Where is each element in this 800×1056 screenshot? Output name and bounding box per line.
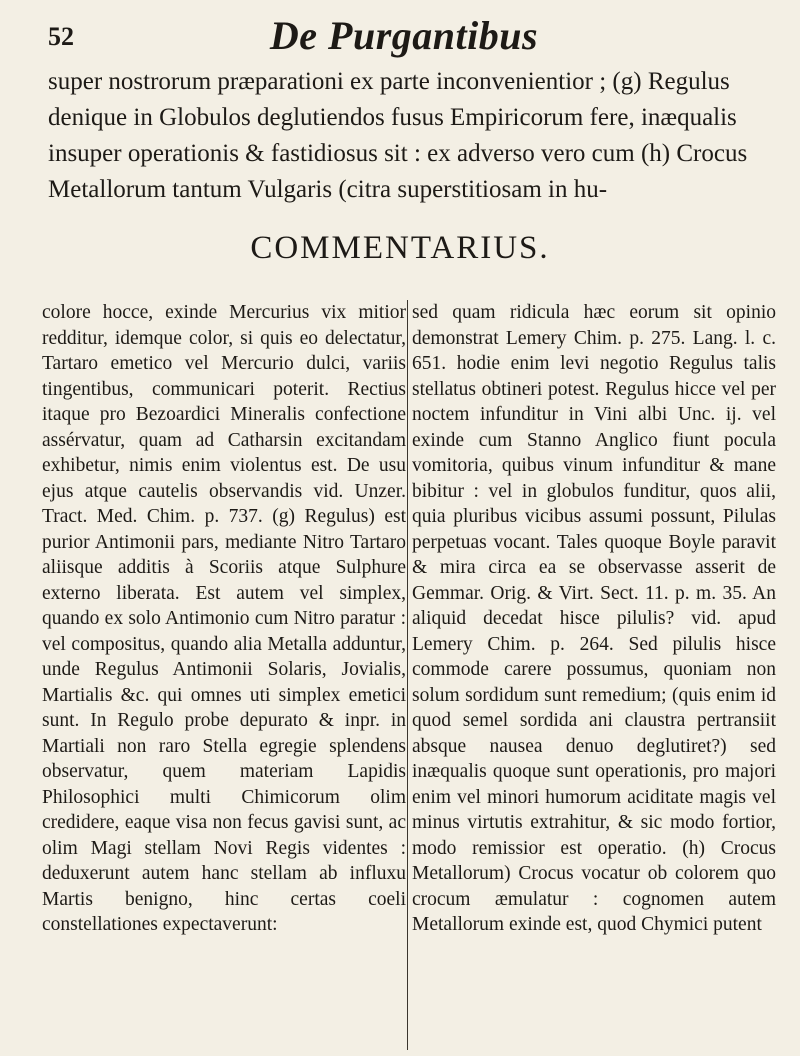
body-paragraph: super nostrorum præparationi ex parte inconvenientior ; (g) Regulus denique in Globulos deglutiendos fusus Empiricorum fere, inæqualis insuper operationis & fastidiosus sit : ex adverso vero cum (h) Crocus Metallorum tantum Vulgaris (citra superstitiosam in hu- — [48, 68, 748, 203]
column-divider — [407, 300, 408, 1050]
running-title: De Purgantibus — [269, 13, 539, 58]
section-title: COMMENTARIUS. — [250, 230, 550, 266]
right-column-text: sed quam ridicula hæc eorum sit opinio demonstrat Lemery Chim. p. 275. Lang. l. c. 651. hodie enim levi negotio Regulus talis stellatus obtineri potest. Regulus hicce vel per noctem infunditur in Vini albi Unc. ij. vel exinde cum Stanno Anglico fiunt pocula vomitoria, quibus vinum infunditur & mane bibitur : vel in globulos funditur, quos alii, quia pluribus vicibus assumi possunt, Pilulas perpetuas vocant. Tales quoque Boyle paravit & mira circa ea se observasse asserit de Gemmar. Orig. & Virt. Sect. 11. p. m. 35. An aliquid decedat hisce pilulis? vid. apud Lemery Chim. p. 264. Sed pilulis hisce commode carere possumus, quoniam non solum sordidum sunt remedium; (quis enim id quod semel sordida ani claustra pertransiit absque nausea denuo deglutiret?) sed inæqualis quoque sunt operationis, pro majori enim vel minori humorum aciditate magis vel minus virtutis extrahitur, & sic modo fortior, modo remissior est operatio. (h) Crocus Metallorum) Crocus vocatur ob colorem quo crocum æmulatur : cognomen autem Metallorum exinde est, quod Chymici putent — [412, 302, 776, 935]
right-column — [412, 300, 776, 938]
left-column-text: colore hocce, exinde Mercurius vix mitior redditur, idemque color, si quis eo delectatur, Tartaro emetico vel Mercurio dulci, variis tingentibus, communicari poterit. Rectius itaque pro Bezoardici Mineralis confectione assérvatur, quam ad Catharsin excitandam exhibetur, nimis enim violentus est. De usu ejus atque cautelis observandis vid. Unzer. Tract. Med. Chim. p. 737. (g) Regulus) est purior Antimonii pars, mediante Nitro Tartaro aliisque additis à Scoriis atque Sulphure externo liberata. Est autem vel simplex, quando ex solo Antimonio cum Nitro paratur : vel compositus, quando alia Metalla adduntur, unde Regulus Antimonii Solaris, Jovialis, Martialis &c. qui omnes uti simplex emetici sunt. In Regulo probe depurato & inpr. in Martiali non raro Stella egregie splendens observatur, quem materiam Lapidis Philosophici multi Chimicorum olim credidere, eaque visa non fecus gavisi sunt, ac olim Magi stellam Novi Regis videntes : deduxerunt autem hanc stellam ab influxu Martis benigno, hinc certas coeli constellationes expectaverunt: — [42, 302, 406, 935]
page-header — [48, 12, 760, 60]
left-column — [42, 300, 406, 938]
page-number: 52 — [48, 22, 74, 51]
